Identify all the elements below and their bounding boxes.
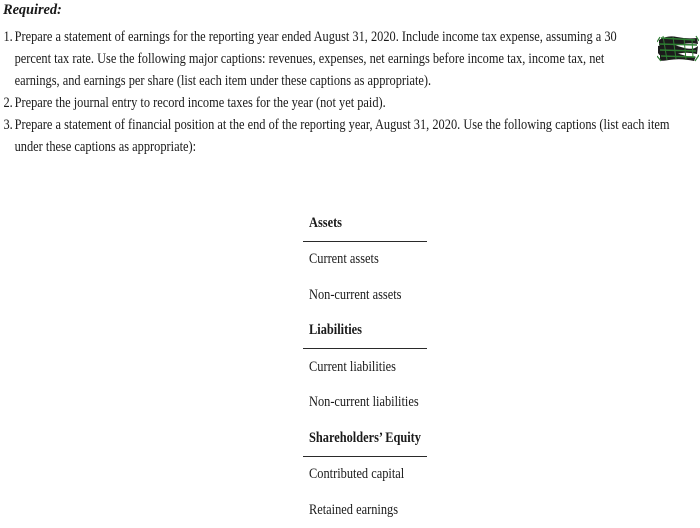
requirement-text-line: percent tax rate. Use the following major captions: revenues, expenses, net earnings before income tax, income tax, net [14, 51, 605, 67]
caption-item-current-assets: Current assets [309, 251, 379, 268]
requirement-item-1 [0, 26, 617, 92]
requirement-text-line: Prepare a statement of financial position at the end of the reporting year, August 31, 2020. Use the following captions (list each item [14, 117, 670, 133]
requirement-number: 2. [3, 95, 13, 111]
requirement-item-3 [0, 114, 670, 158]
requirement-item-2 [0, 92, 602, 114]
caption-item-non-current-liabilities: Non-current liabilities [309, 394, 419, 411]
balance-sheet-captions [303, 206, 427, 528]
caption-item-current-liabilities: Current liabilities [309, 358, 396, 375]
required-heading: Required: [3, 2, 62, 18]
requirement-text-line: Prepare the journal entry to record income taxes for the year (not yet paid). [14, 95, 386, 111]
caption-heading-shareholders-equity: Shareholders’ Equity [303, 421, 427, 457]
redaction-scribble-icon [657, 34, 699, 62]
requirement-number: 1. [3, 29, 13, 45]
requirement-text-line: Prepare a statement of earnings for the reporting year ended August 31, 2020. Include income tax expense, assuming a 30 [14, 29, 617, 45]
requirements-list [0, 26, 700, 158]
caption-item-retained-earnings: Retained earnings [309, 501, 399, 518]
caption-heading-liabilities: Liabilities [303, 313, 427, 349]
caption-item-non-current-assets: Non-current assets [309, 286, 402, 303]
requirement-text-line: earnings, and earnings per share (list each item under these captions as appropriate). [14, 73, 432, 89]
requirement-number: 3. [3, 117, 13, 133]
caption-heading-assets: Assets [303, 206, 427, 242]
requirement-text-line: under these captions as appropriate): [14, 139, 197, 155]
caption-item-contributed-capital: Contributed capital [309, 465, 405, 482]
